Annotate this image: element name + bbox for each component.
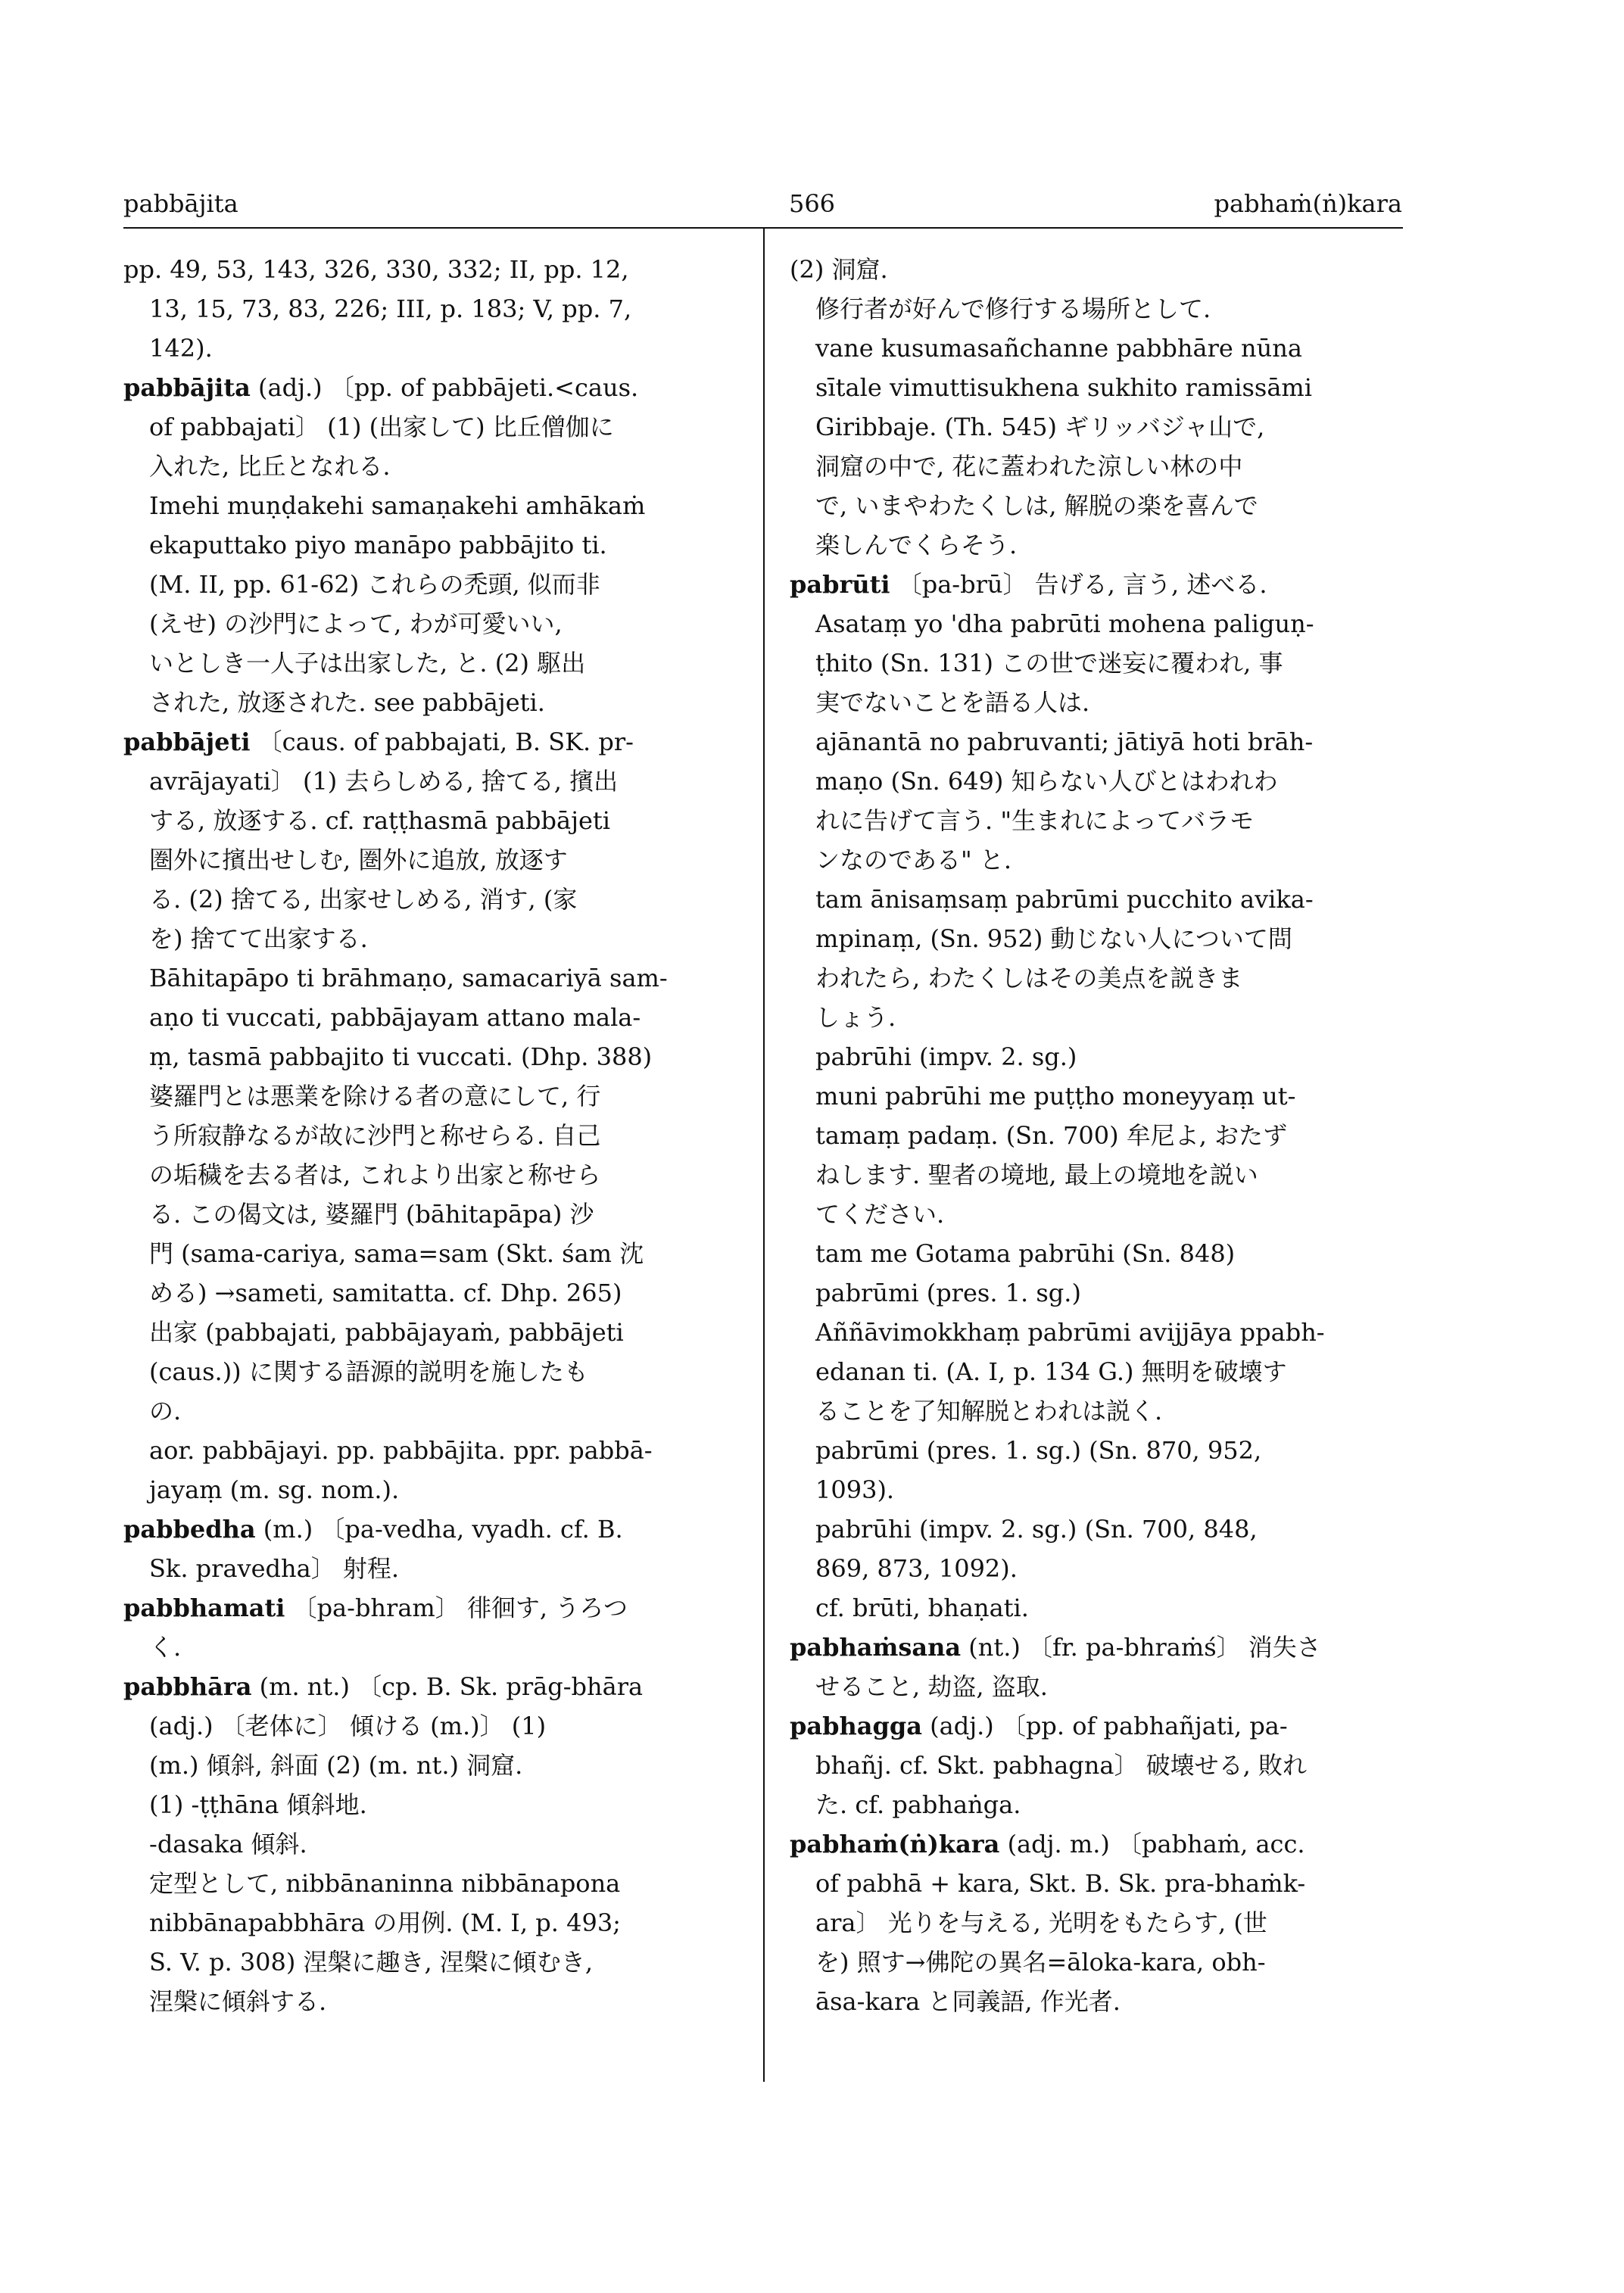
- entry-line: Asataṃ yo 'dha pabrūti mohena paliguṇ-: [815, 609, 1314, 638]
- entry-line: ara〕 光りを与える, 光明をもたらす, (世: [815, 1908, 1267, 1937]
- entry-line: cf. brūti, bhaṇati.: [815, 1594, 1029, 1622]
- entry-pabhagga: [790, 1706, 1403, 1824]
- entry-line: 婆羅門とは悪業を除ける者の意にして, 行: [149, 1082, 601, 1111]
- entry-line: 定型として, nibbānaninna nibbānapona: [149, 1869, 621, 1898]
- entry-pabhamkara: [790, 1824, 1403, 2021]
- entry-pabbajeti: [123, 722, 706, 1509]
- entry-line: せること, 劫盗, 盗取.: [815, 1672, 1048, 1701]
- entry-line: Giribbaje. (Th. 545) ギリッバジャ山で,: [815, 413, 1265, 441]
- entry-line: [790, 1706, 1403, 1746]
- entry-line: jayaṃ (m. sg. nom.).: [149, 1475, 400, 1504]
- entry-line: 13, 15, 73, 83, 226; III, p. 183; V, pp. 7,: [149, 294, 632, 323]
- entry-text: (adj. m.) 〔pabhaṁ, acc.: [999, 1830, 1305, 1858]
- entry-line: 涅槃に傾斜する.: [149, 1987, 327, 2016]
- entry-line: ekaputtako piyo manāpo pabbājito ti.: [149, 531, 607, 559]
- entry-line: pabrūhi (impv. 2. sg.) (Sn. 700, 848,: [815, 1515, 1258, 1544]
- page-number: 566: [788, 189, 836, 218]
- entry-line: of pabhā + kara, Skt. B. Sk. pra-bhaṁk-: [815, 1869, 1306, 1898]
- entry-line: nibbānapabbhāra の用例. (M. I, p. 493;: [149, 1908, 621, 1937]
- entry-line: pp. 49, 53, 143, 326, 330, 332; II, pp. 12,: [123, 255, 629, 284]
- entry-pabbedha: [123, 1509, 706, 1588]
- entry-line: う所寂静なるが故に沙門と称せらる. 自己: [149, 1121, 601, 1150]
- entry-text: 〔caus. of pabbajati, B. SK. pr-: [250, 727, 634, 756]
- entry-line: [123, 1509, 706, 1549]
- entry-line: ṃ, tasmā pabbajito ti vuccati. (Dhp. 388): [149, 1042, 653, 1071]
- entry-text: 〔pa-bhram〕 徘徊す, うろつ: [285, 1594, 628, 1622]
- entry-line: [790, 1628, 1403, 1667]
- entry-line: 出家 (pabbajati, pabbājayaṁ, pabbājeti: [149, 1318, 624, 1347]
- entry-line: vane kusumasañchanne pabbhāre nūna: [815, 334, 1302, 363]
- column-divider: [763, 229, 765, 2082]
- entry-line: Bāhitapāpo ti brāhmaṇo, samacariyā sam-: [149, 964, 668, 992]
- entry-line: ることを了知解脱とわれは説く.: [815, 1397, 1163, 1425]
- entry-line: maṇo (Sn. 649) 知らない人びとはわれわ: [815, 767, 1278, 796]
- entry-line: いとしき一人子は出家した, と. (2) 駆出: [149, 649, 586, 678]
- entry-line: aṇo ti vuccati, pabbājayam attano mala-: [149, 1003, 641, 1032]
- entry-line: pabrūmi (pres. 1. sg.): [815, 1279, 1081, 1307]
- running-head-left: pabbājita: [123, 189, 238, 218]
- entry-line: の.: [149, 1397, 182, 1425]
- entry-line: (adj.) 〔老体に〕 傾ける (m.)〕 (1): [149, 1712, 547, 1740]
- entry-line: Sk. pravedha〕 射程.: [149, 1554, 400, 1583]
- entry-line: しょう.: [815, 1003, 896, 1032]
- entry-line: S. V. p. 308) 涅槃に趣き, 涅槃に傾むき,: [149, 1948, 594, 1977]
- entry-line: -dasaka 傾斜.: [149, 1830, 307, 1858]
- entry-line: 門 (sama-cariya, sama=sam (Skt. śam 沈: [149, 1239, 644, 1268]
- entry-line: われたら, わたくしはその美点を説きま: [815, 964, 1243, 992]
- entry-pabbhara-cont: [790, 250, 1403, 565]
- entry-line: 修行者が好んで修行する場所として.: [815, 294, 1211, 323]
- entry-line: ajānantā no pabruvanti; jātiyā hoti brāh-: [815, 727, 1314, 756]
- entry-pabruti: [790, 565, 1403, 1628]
- entry-line: aor. pabbājayi. pp. pabbājita. ppr. pabbā-: [149, 1436, 653, 1465]
- left-column: [123, 250, 706, 2021]
- headword: pabbedha: [123, 1515, 256, 1544]
- entry-text: 〔pa-brū〕 告げる, 言う, 述べる.: [890, 570, 1267, 599]
- entry-line: の垢穢を去る者は, これより出家と称せら: [149, 1161, 601, 1189]
- entry-line: された, 放逐された. see pabbājeti.: [149, 688, 545, 717]
- entry-line: muni pabrūhi me puṭṭho moneyyaṃ ut-: [815, 1082, 1296, 1111]
- headword: pabhaṁsana: [790, 1633, 962, 1662]
- entry-line: [123, 1667, 706, 1706]
- entry-pabhamsana: [790, 1628, 1403, 1706]
- entry-text: (m. nt.) 〔cp. B. Sk. prāg-bhāra: [251, 1672, 644, 1701]
- entry-line: ṭhito (Sn. 131) この世で迷妄に覆われ, 事: [815, 649, 1283, 678]
- entry-line: く.: [149, 1633, 182, 1662]
- entry-line: する, 放逐する. cf. raṭṭhasmā pabbājeti: [149, 806, 611, 835]
- entry-line: た. cf. pabhaṅga.: [815, 1790, 1021, 1819]
- entry-line: tam ānisaṃsaṃ pabrūmi pucchito avika-: [815, 885, 1314, 914]
- entry-line: で, いまやわたくしは, 解脱の楽を喜んで: [815, 491, 1258, 520]
- entry-line: Imehi muṇḍakehi samaṇakehi amhākaṁ: [149, 491, 646, 520]
- entry-line: tam me Gotama pabrūhi (Sn. 848): [815, 1239, 1236, 1268]
- entry-line: れに告げて言う. "生まれによってバラモ: [815, 806, 1255, 835]
- headword: pabbājeti: [123, 727, 251, 756]
- headword: pabbhamati: [123, 1594, 285, 1622]
- entry-line: [123, 1588, 706, 1628]
- entry-line: 869, 873, 1092).: [815, 1554, 1018, 1583]
- running-head-right: pabhaṁ(ṅ)kara: [1214, 189, 1402, 218]
- entry-line: (caus.)) に関する語源的説明を施したも: [149, 1357, 588, 1386]
- entry-text: (m.) 〔pa-vedha, vyadh. cf. B.: [255, 1515, 623, 1544]
- entry-line: 実でないことを語る人は.: [815, 688, 1090, 717]
- entry-line: 入れた, 比丘となれる.: [149, 452, 391, 481]
- entry-line: [790, 1824, 1403, 1864]
- headword: pabhagga: [790, 1712, 922, 1740]
- entry-line: (M. II, pp. 61-62) これらの禿頭, 似而非: [149, 570, 600, 599]
- entry-line: 洞窟の中で, 花に蓋われた涼しい林の中: [815, 452, 1243, 481]
- entry-line: 1093).: [815, 1475, 895, 1504]
- headword: pabhaṁ(ṅ)kara: [790, 1830, 1000, 1858]
- entry-line: of pabbajati〕 (1) (出家して) 比丘僧伽に: [149, 413, 614, 441]
- entry-pabbhamati: [123, 1588, 706, 1667]
- entry-text: (nt.) 〔fr. pa-bhraṁś〕 消失さ: [961, 1633, 1321, 1662]
- entry-line: sītale vimuttisukhena sukhito ramissāmi: [815, 373, 1312, 402]
- entry-line: tamaṃ padaṃ. (Sn. 700) 牟尼よ, おたず: [815, 1121, 1288, 1150]
- headword: pabbājita: [123, 373, 251, 402]
- right-column: [790, 250, 1403, 2021]
- entry-line: (1) -ṭṭhāna 傾斜地.: [149, 1790, 367, 1819]
- entry-pabbhara: [123, 1667, 706, 2021]
- entry-line: る. (2) 捨てる, 出家せしめる, 消す, (家: [149, 885, 578, 914]
- entry-line: [790, 565, 1403, 604]
- entry-text: (adj.) 〔pp. of pabhañjati, pa-: [921, 1712, 1288, 1740]
- entry-line: を) 捨てて出家する.: [149, 924, 368, 953]
- entry-line: を) 照す→佛陀の異名=āloka-kara, obh-: [815, 1948, 1266, 1977]
- entry-line: pabrūmi (pres. 1. sg.) (Sn. 870, 952,: [815, 1436, 1262, 1465]
- entry-line: mpinaṃ, (Sn. 952) 動じない人について問: [815, 924, 1292, 953]
- entry-line: (m.) 傾斜, 斜面 (2) (m. nt.) 洞窟.: [149, 1751, 523, 1780]
- entry-line: [123, 368, 706, 407]
- entry-line: てください.: [815, 1200, 945, 1229]
- headword: pabbhāra: [123, 1672, 252, 1701]
- entry-line: ねします. 聖者の境地, 最上の境地を説い: [815, 1161, 1258, 1189]
- entry-line: Aññāvimokkhaṃ pabrūmi avijjāya ppabh-: [815, 1318, 1325, 1347]
- entry-cont: [123, 250, 706, 368]
- entry-line: (えせ) の沙門によって, わが可愛いい,: [149, 609, 563, 638]
- entry-line: bhañj. cf. Skt. pabhagna〕 破壊せる, 敗れ: [815, 1751, 1307, 1780]
- entry-line: āsa-kara と同義語, 作光者.: [815, 1987, 1121, 2016]
- entry-line: (2) 洞窟.: [790, 255, 888, 284]
- entry-line: める) →sameti, samitatta. cf. Dhp. 265): [149, 1279, 622, 1307]
- entry-line: pabrūhi (impv. 2. sg.): [815, 1042, 1077, 1071]
- entry-line: avrājayati〕 (1) 去らしめる, 捨てる, 擯出: [149, 767, 619, 796]
- entry-line: ンなのである" と.: [815, 846, 1012, 874]
- entry-line: [123, 722, 706, 762]
- entry-line: る. この偈文は, 婆羅門 (bāhitapāpa) 沙: [149, 1200, 594, 1229]
- entry-pabbajita: [123, 368, 706, 722]
- entry-line: 142).: [149, 334, 213, 363]
- entry-line: 圏外に擯出せしむ, 圏外に追放, 放逐す: [149, 846, 568, 874]
- entry-line: edanan ti. (A. I, p. 134 G.) 無明を破壊す: [815, 1357, 1287, 1386]
- entry-text: (adj.) 〔pp. of pabbājeti.<caus.: [250, 373, 639, 402]
- headword: pabrūti: [790, 570, 890, 599]
- entry-line: 楽しんでくらそう.: [815, 531, 1018, 559]
